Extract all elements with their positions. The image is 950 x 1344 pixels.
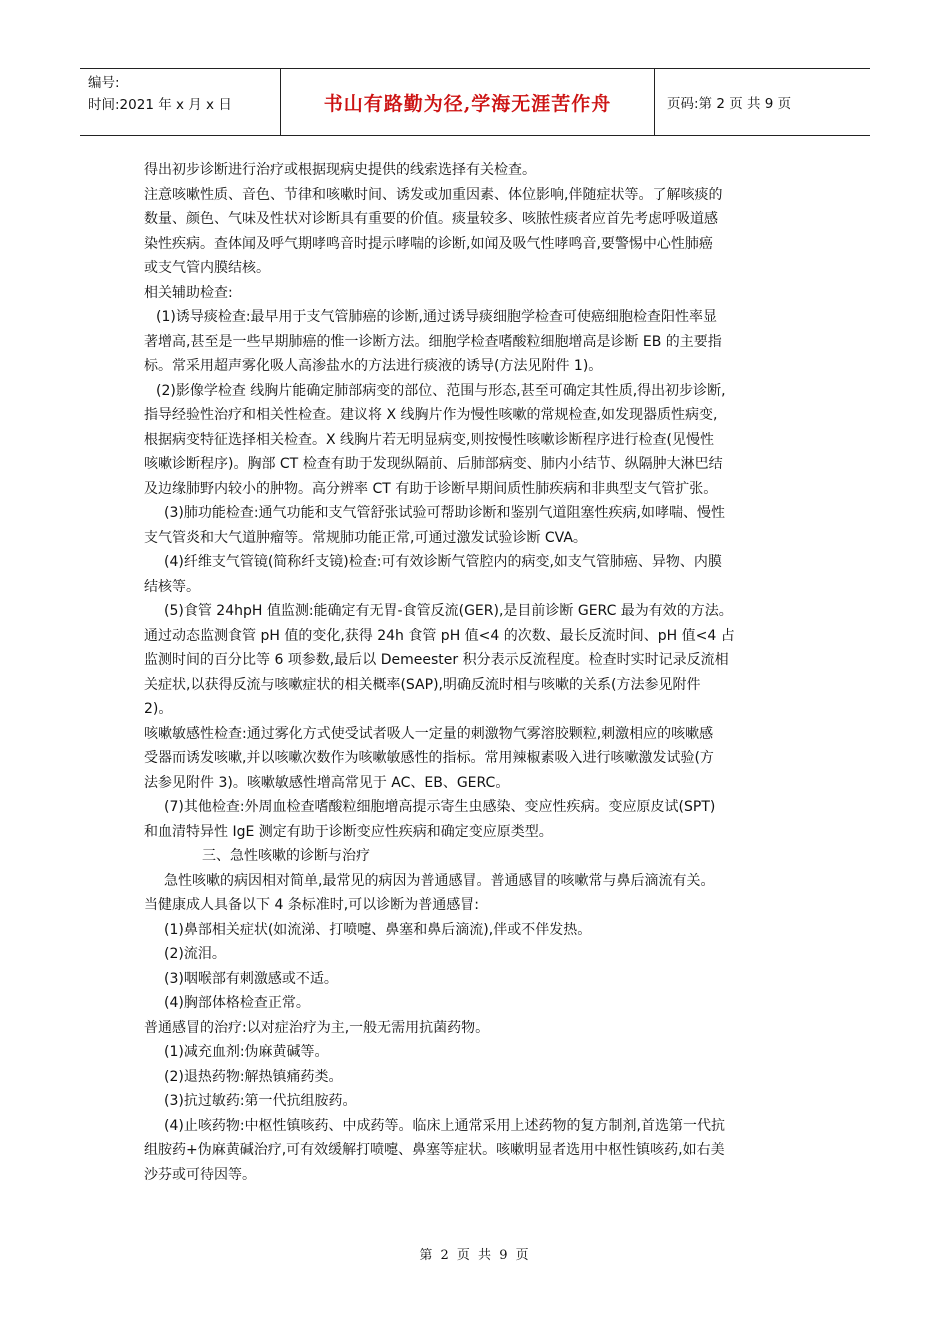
text-line: 标。常采用超声雾化吸人高渗盐水的方法进行痰液的诱导(方法见附件 1)。 [144, 358, 603, 374]
document-code-label: 编号: [88, 75, 120, 91]
list-item: (1)减充血剂:伪麻黄碱等。 [164, 1044, 329, 1060]
page-header [80, 68, 870, 136]
text-line: 得出初步诊断进行治疗或根据现病史提供的线索选择有关检查。 [144, 162, 536, 178]
section-label: 相关辅助检查: [144, 284, 233, 301]
text-line: (7)其他检查:外周血检查嗜酸粒细胞增高提示寄生虫感染、变应性疾病。变应原皮试(SPT) [164, 799, 716, 815]
header-left-cell [80, 69, 281, 135]
list-item: (4)胸部体格检查正常。 [164, 995, 310, 1011]
text-line: (4)纤维支气管镜(简称纤支镜)检查:可有效诊断气管腔内的病变,如支气管肺癌、异物、内膜 [164, 554, 722, 570]
text-line: 或支气管内膜结核。 [144, 260, 270, 276]
text-line: 和血清特异性 IgE 测定有助于诊断变应性疾病和确定变应原类型。 [144, 823, 553, 840]
text-line: 受器而诱发咳嗽,并以咳嗽次数作为咳嗽敏感性的指标。常用辣椒素吸入进行咳嗽激发试验(方 [144, 750, 714, 766]
text-line: 普通感冒的治疗:以对症治疗为主,一般无需用抗菌药物。 [144, 1019, 490, 1036]
text-line: 沙芬或可待因等。 [144, 1166, 256, 1183]
text-line: 结核等。 [144, 578, 200, 595]
text-line: 著增高,甚至是一些早期肺癌的惟一诊断方法。细胞学检查嗜酸粒细胞增高是诊断 EB 的主要指 [144, 333, 722, 350]
text-line: 2)。 [144, 701, 173, 717]
text-line: 染性疾病。查体闻及呼气期哮鸣音时提示哮喘的诊断,如闻及吸气性哮鸣音,要警惕中心性肺癌 [144, 235, 713, 252]
list-item: (4)止咳药物:中枢性镇咳药、中成药等。临床上通常采用上述药物的复方制剂,首选第一代抗 [164, 1117, 725, 1134]
document-body [144, 158, 804, 1187]
list-item: (3)抗过敏药:第一代抗组胺药。 [164, 1093, 357, 1109]
text-line: 急性咳嗽的病因相对简单,最常见的病因为普通感冒。普通感冒的咳嗽常与鼻后滴流有关。 [164, 872, 715, 889]
text-line: 组胺药+伪麻黄碱治疗,可有效缓解打喷嚏、鼻塞等症状。咳嗽明显者选用中枢性镇咳药,如右美 [144, 1142, 725, 1158]
text-line: (5)食管 24hpH 值监测:能确定有无胃-食管反流(GER),是目前诊断 GERC 最为有效的方法。 [164, 603, 733, 619]
text-line: 法参见附件 3)。咳嗽敏感性增高常见于 AC、EB、GERC。 [144, 774, 510, 791]
text-line: (1)诱导痰检查:最早用于支气管肺癌的诊断,通过诱导痰细胞学检查可使癌细胞检查阳性率显 [156, 309, 717, 325]
text-line: 指导经验性治疗和相关性检查。建议将 X 线胸片作为慢性咳嗽的常规检查,如发现器质性病变, [144, 407, 718, 423]
text-line: 根据病变特征选择相关检查。X 线胸片若无明显病变,则按慢性咳嗽诊断程序进行检查(见慢性 [144, 431, 714, 448]
list-item: (2)退热药物:解热镇痛药类。 [164, 1068, 343, 1085]
text-line: 关症状,以获得反流与咳嗽症状的相关概率(SAP),明确反流时相与咳嗽的关系(方法参见附件 [144, 676, 701, 693]
list-item: (1)鼻部相关症状(如流涕、打喷嚏、鼻塞和鼻后滴流),伴或不伴发热。 [164, 921, 592, 938]
text-line: 咳嗽敏感性检查:通过雾化方式使受试者吸人一定量的刺激物气雾溶胶颗粒,刺激相应的咳嗽感 [144, 725, 714, 742]
text-line: 监测时间的百分比等 6 项参数,最后以 Demeester 积分表示反流程度。检查时实时记录反流相 [144, 652, 729, 668]
list-item: (2)流泪。 [164, 946, 226, 962]
page-footer: 第 2 页 共 9 页 [419, 1248, 531, 1263]
header-motto: 书山有路勤为径,学海无涯苦作舟 [281, 69, 655, 135]
text-line: (2)影像学检查 线胸片能确定肺部病变的部位、范围与形态,甚至可确定其性质,得出初步诊断, [156, 382, 726, 399]
text-line: (3)肺功能检查:通气功能和支气管舒张试验可帮助诊断和鉴别气道阻塞性疾病,如哮喘、慢性 [164, 505, 725, 521]
text-line: 咳嗽诊断程序)。胸部 CT 检查有助于发现纵隔前、后肺部病变、肺内小结节、纵隔肿大淋巴结 [144, 456, 723, 472]
text-line: 数量、颜色、气味及性状对诊断具有重要的价值。痰量较多、咳脓性痰者应首先考虑呼吸道感 [144, 211, 718, 227]
text-line: 支气管炎和大气道肿瘤等。常规肺功能正常,可通过激发试验诊断 CVA。 [144, 529, 587, 546]
header-page-number: 页码:第 2 页 共 9 页 [667, 96, 792, 112]
text-line: 通过动态监测食管 pH 值的变化,获得 24h 食管 pH 值<4 的次数、最长反流时间、pH 值<4 占 [144, 627, 735, 644]
section-heading: 三、急性咳嗽的诊断与治疗 [202, 848, 370, 864]
text-line: 注意咳嗽性质、音色、节律和咳嗽时间、诱发或加重因素、体位影响,伴随症状等。了解咳痰的 [144, 186, 723, 203]
text-line: 及边缘肺野内较小的肿物。高分辨率 CT 有助于诊断早期间质性肺疾病和非典型支气管扩张。 [144, 480, 718, 497]
text-line: 当健康成人具备以下 4 条标准时,可以诊断为普通感冒: [144, 897, 479, 913]
document-date: 时间:2021 年 x 月 x 日 [88, 97, 232, 113]
list-item: (3)咽喉部有刺激感或不适。 [164, 970, 338, 987]
